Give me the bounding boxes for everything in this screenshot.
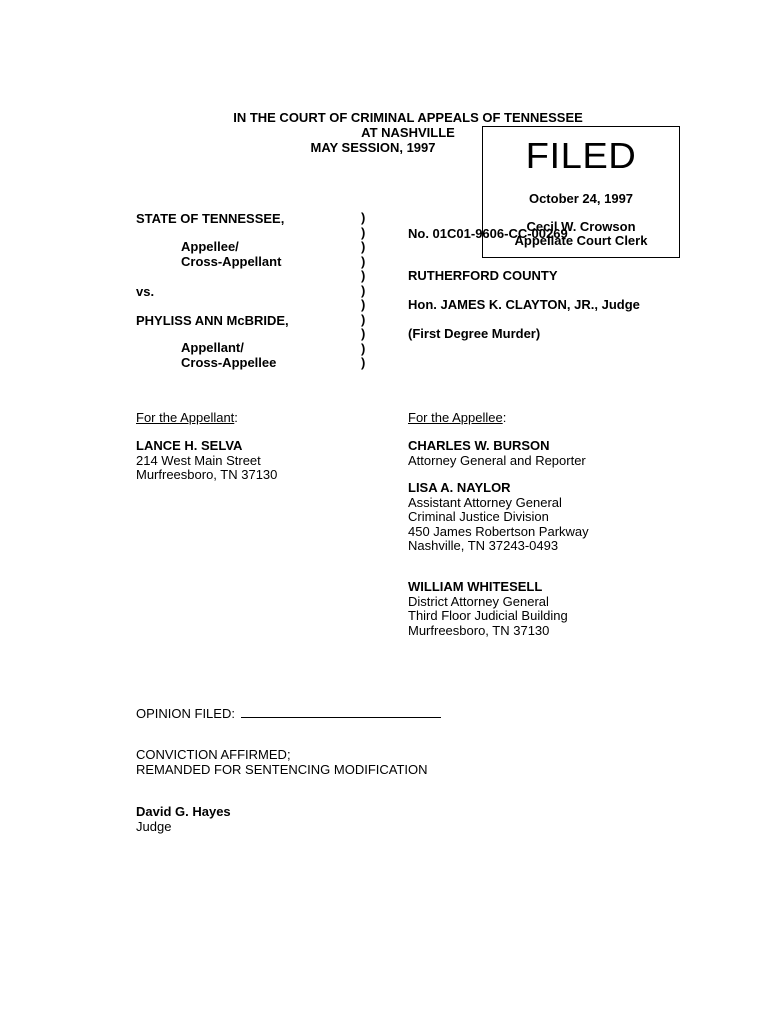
appellant-address-1: 214 West Main Street: [136, 452, 261, 468]
appellee-attorney-2-name: LISA A. NAYLOR: [408, 480, 511, 495]
appellee-attorney-3-name: WILLIAM WHITESELL: [408, 579, 543, 594]
paren: ): [361, 210, 366, 225]
party-state: STATE OF TENNESSEE,: [136, 211, 285, 226]
stamp-clerk-title: Appellate Court Clerk: [514, 233, 648, 248]
offense: (First Degree Murder): [408, 326, 541, 341]
court-name: IN THE COURT OF CRIMINAL APPEALS OF TENNESSEE: [233, 110, 583, 125]
case-number: No. 01C01-9606-CC-00269: [408, 226, 568, 241]
paren: ): [361, 297, 366, 312]
court-session: MAY SESSION, 1997: [310, 140, 436, 155]
appellee-attorney-2-line-4: Nashville, TN 37243-0493: [408, 538, 559, 553]
appellant-counsel-block: [136, 439, 277, 483]
paren: ): [361, 239, 366, 254]
party-state-role: [181, 240, 281, 269]
trial-judge: Hon. JAMES K. CLAYTON, JR., Judge: [408, 297, 640, 312]
stamp-clerk-name: Cecil W. Crowson: [526, 219, 636, 234]
opinion-author: [136, 805, 231, 834]
appellee-attorney-3-line-3: Murfreesboro, TN 37130: [408, 622, 550, 638]
party-defendant-role-1: Appellant/: [181, 340, 244, 355]
court-location: AT NASHVILLE: [361, 125, 455, 140]
appellee-attorney-2-line-1: Assistant Attorney General: [408, 494, 562, 510]
party-state-role-2: Cross-Appellant: [181, 253, 282, 269]
appellant-attorney-name: LANCE H. SELVA: [136, 438, 243, 453]
paren: ): [361, 224, 366, 240]
paren: ): [361, 311, 366, 327]
appellee-heading-text: For the Appellee: [408, 410, 503, 425]
appellant-heading-text: For the Appellant: [136, 410, 235, 425]
appellee-attorney-2-line-2: Criminal Justice Division: [408, 509, 549, 524]
appellee-counsel-block-1: [408, 439, 586, 468]
appellee-counsel-block-3: [408, 580, 568, 638]
heading-colon: :: [502, 410, 507, 425]
appellee-attorney-1-name: CHARLES W. BURSON: [408, 438, 550, 453]
party-defendant-role: [181, 341, 276, 370]
appellee-attorney-2-line-3: 450 James Robertson Parkway: [408, 523, 589, 539]
disposition-line-1: CONVICTION AFFIRMED;: [136, 747, 291, 762]
opinion-filed-line: [136, 705, 441, 721]
paren: ): [361, 253, 366, 269]
heading-colon: :: [234, 410, 238, 425]
appellant-counsel-heading: [136, 410, 238, 425]
appellee-counsel-block-2: [408, 481, 589, 554]
disposition-line-2: REMANDED FOR SENTENCING MODIFICATION: [136, 761, 428, 777]
party-state-role-1: Appellee/: [181, 239, 239, 254]
paren: ): [361, 355, 366, 370]
county: RUTHERFORD COUNTY: [408, 268, 558, 283]
stamp-filed-label: FILED: [525, 135, 637, 176]
appellee-counsel-heading: [408, 410, 506, 425]
paren: ): [361, 340, 366, 356]
versus-label: vs.: [136, 284, 155, 299]
appellee-attorney-3-line-1: District Attorney General: [408, 593, 549, 609]
stamp-date: October 24, 1997: [528, 191, 634, 206]
appellee-attorney-3-line-2: Third Floor Judicial Building: [408, 608, 568, 623]
appellee-attorney-1-title: Attorney General and Reporter: [408, 452, 586, 468]
paren: ): [361, 268, 366, 283]
caption-parentheses: [361, 211, 371, 371]
party-defendant: PHYLISS ANN McBRIDE,: [136, 313, 289, 328]
appellant-address-2: Murfreesboro, TN 37130: [136, 467, 278, 482]
paren: ): [361, 326, 366, 341]
opinion-filed-blank: [241, 705, 441, 718]
party-defendant-role-2: Cross-Appellee: [181, 354, 277, 370]
author-name: David G. Hayes: [136, 804, 231, 819]
opinion-filed-label: OPINION FILED:: [136, 706, 235, 721]
disposition: [136, 748, 428, 777]
author-title: Judge: [136, 818, 172, 834]
paren: ): [361, 282, 366, 298]
